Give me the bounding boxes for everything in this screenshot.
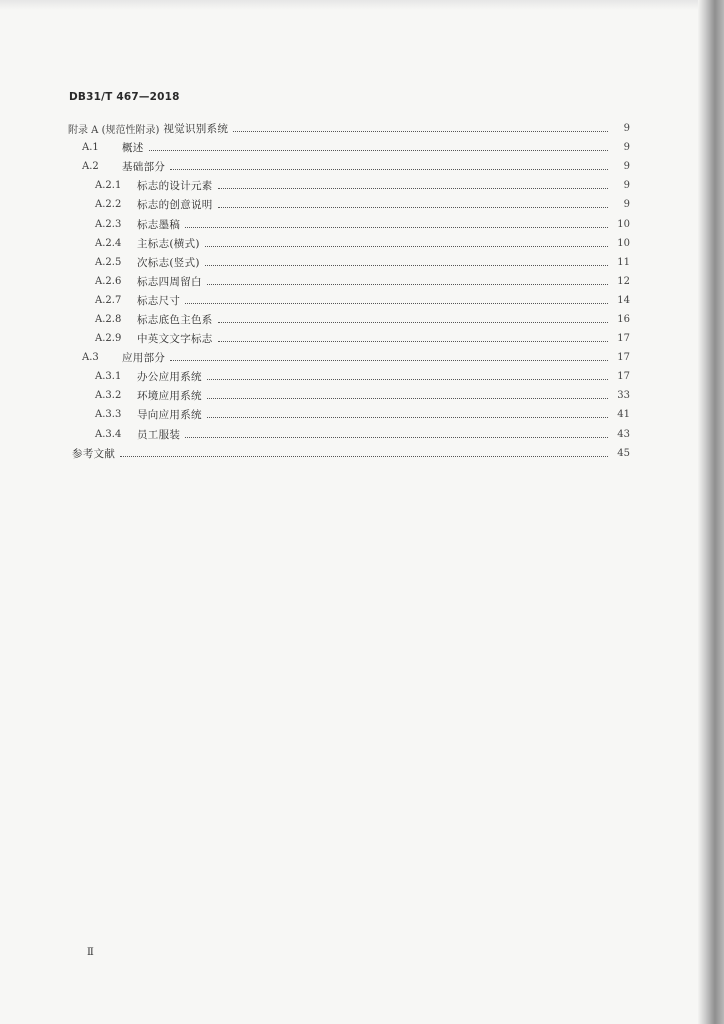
toc-dot-leader [170,157,608,170]
toc-entry-title: 标志尺寸 [137,294,181,307]
toc-dot-leader [218,310,608,323]
toc-dot-leader [207,405,608,418]
toc-entry-page: 17 [617,333,630,345]
toc-dot-leader [185,215,608,228]
toc-entry-number: A.2.7 [95,294,122,306]
toc-entry-number: A.2.9 [95,333,122,345]
toc-entry-number: A.2.3 [95,218,122,230]
toc-dot-leader [207,386,608,399]
toc-entry[interactable] [68,405,630,424]
toc-entry-page: 11 [617,256,630,268]
toc-entry-page: 9 [623,161,630,173]
toc-dot-leader [207,272,608,285]
toc-entry-page: 14 [617,294,630,306]
toc-entry-title: 标志底色主色系 [137,313,213,326]
toc-entry[interactable] [68,425,630,444]
toc-entry-page: 16 [617,313,630,325]
toc-entry-number: A.3.4 [95,428,122,440]
toc-entry[interactable] [68,157,630,176]
toc-entry-title: 员工服装 [137,428,181,441]
toc-entry-title: 环境应用系统 [137,390,202,403]
scan-binding-shadow [698,0,724,1024]
toc-entry-title: 基础部分 [122,161,166,174]
toc-dot-leader [205,253,608,266]
toc-dot-leader [218,176,608,189]
toc-entry-title: 参考文献 [72,447,116,460]
toc-entry-title: 应用部分 [122,352,166,365]
toc-entry-title: 标志墨稿 [137,218,181,231]
toc-entry[interactable] [68,253,630,272]
toc-dot-leader [218,195,608,208]
toc-entry-page: 33 [617,390,630,402]
toc-entry[interactable] [68,310,630,329]
toc-entry[interactable] [68,272,630,291]
toc-entry-title: 中英文文字标志 [137,333,213,346]
toc-entry[interactable] [68,176,630,195]
toc-entry-number: A.2.6 [95,275,122,287]
toc-entry[interactable] [68,329,630,348]
toc-dot-leader [120,444,608,457]
toc-entry-title: 概述 [122,142,144,155]
toc-entry-page: 45 [617,447,630,459]
toc-entry-number: A.3.2 [95,390,122,402]
toc-entry[interactable] [68,119,630,138]
toc-entry-page: 41 [617,409,630,421]
toc-dot-leader [185,291,608,304]
toc-entry[interactable] [68,348,630,367]
toc-entry[interactable] [68,234,630,253]
toc-entry-number: A.2.4 [95,237,122,249]
toc-entry-page: 17 [617,352,630,364]
toc-entry-number: A.2 [82,161,99,173]
table-of-contents [68,119,630,463]
toc-entry-page: 10 [617,237,630,249]
toc-entry-title: 标志的设计元素 [137,180,213,193]
toc-dot-leader [149,138,608,151]
toc-entry-page: 9 [623,180,630,192]
toc-entry-number: A.1 [82,142,99,154]
toc-dot-leader [170,348,608,361]
toc-entry-number: A.3.3 [95,409,122,421]
toc-entry[interactable] [68,444,630,463]
document-code: DB31/T 467—2018 [69,91,180,103]
scan-top-edge [0,0,724,10]
toc-entry-number: A.3 [82,352,99,364]
toc-entry-title: 视觉识别系统 [163,123,229,136]
toc-dot-leader [207,367,608,380]
toc-entry-number: A.2.2 [95,199,122,211]
toc-entry-page: 17 [617,371,630,383]
toc-entry-title: 主标志(横式) [137,237,200,250]
toc-entry-page: 12 [617,275,630,287]
toc-entry-number: A.2.1 [95,180,122,192]
toc-dot-leader [205,234,608,247]
toc-entry[interactable] [68,214,630,233]
toc-entry-title: 导向应用系统 [137,409,202,422]
toc-entry-page: 9 [623,142,630,154]
toc-entry[interactable] [68,367,630,386]
toc-entry-number: A.2.8 [95,313,122,325]
toc-entry-title: 标志的创意说明 [137,199,213,212]
toc-entry-page: 9 [623,123,630,135]
toc-entry[interactable] [68,195,630,214]
toc-entry-page: 9 [623,199,630,211]
toc-entry-number: A.2.5 [95,256,122,268]
toc-dot-leader [185,425,608,438]
toc-entry-page: 10 [617,218,630,230]
toc-entry[interactable] [68,138,630,157]
toc-entry[interactable] [68,291,630,310]
toc-entry[interactable] [68,386,630,405]
toc-dot-leader [218,329,608,342]
toc-entry-title: 办公应用系统 [137,371,202,384]
toc-entry-title: 标志四周留白 [137,275,202,288]
toc-entry-number: A.3.1 [95,371,122,383]
toc-entry-number: 附录 A (规范性附录) [68,125,160,137]
toc-dot-leader [233,119,608,132]
toc-entry-title: 次标志(竖式) [137,256,200,269]
footer-page-number: Ⅱ [87,947,94,958]
toc-entry-page: 43 [617,428,630,440]
